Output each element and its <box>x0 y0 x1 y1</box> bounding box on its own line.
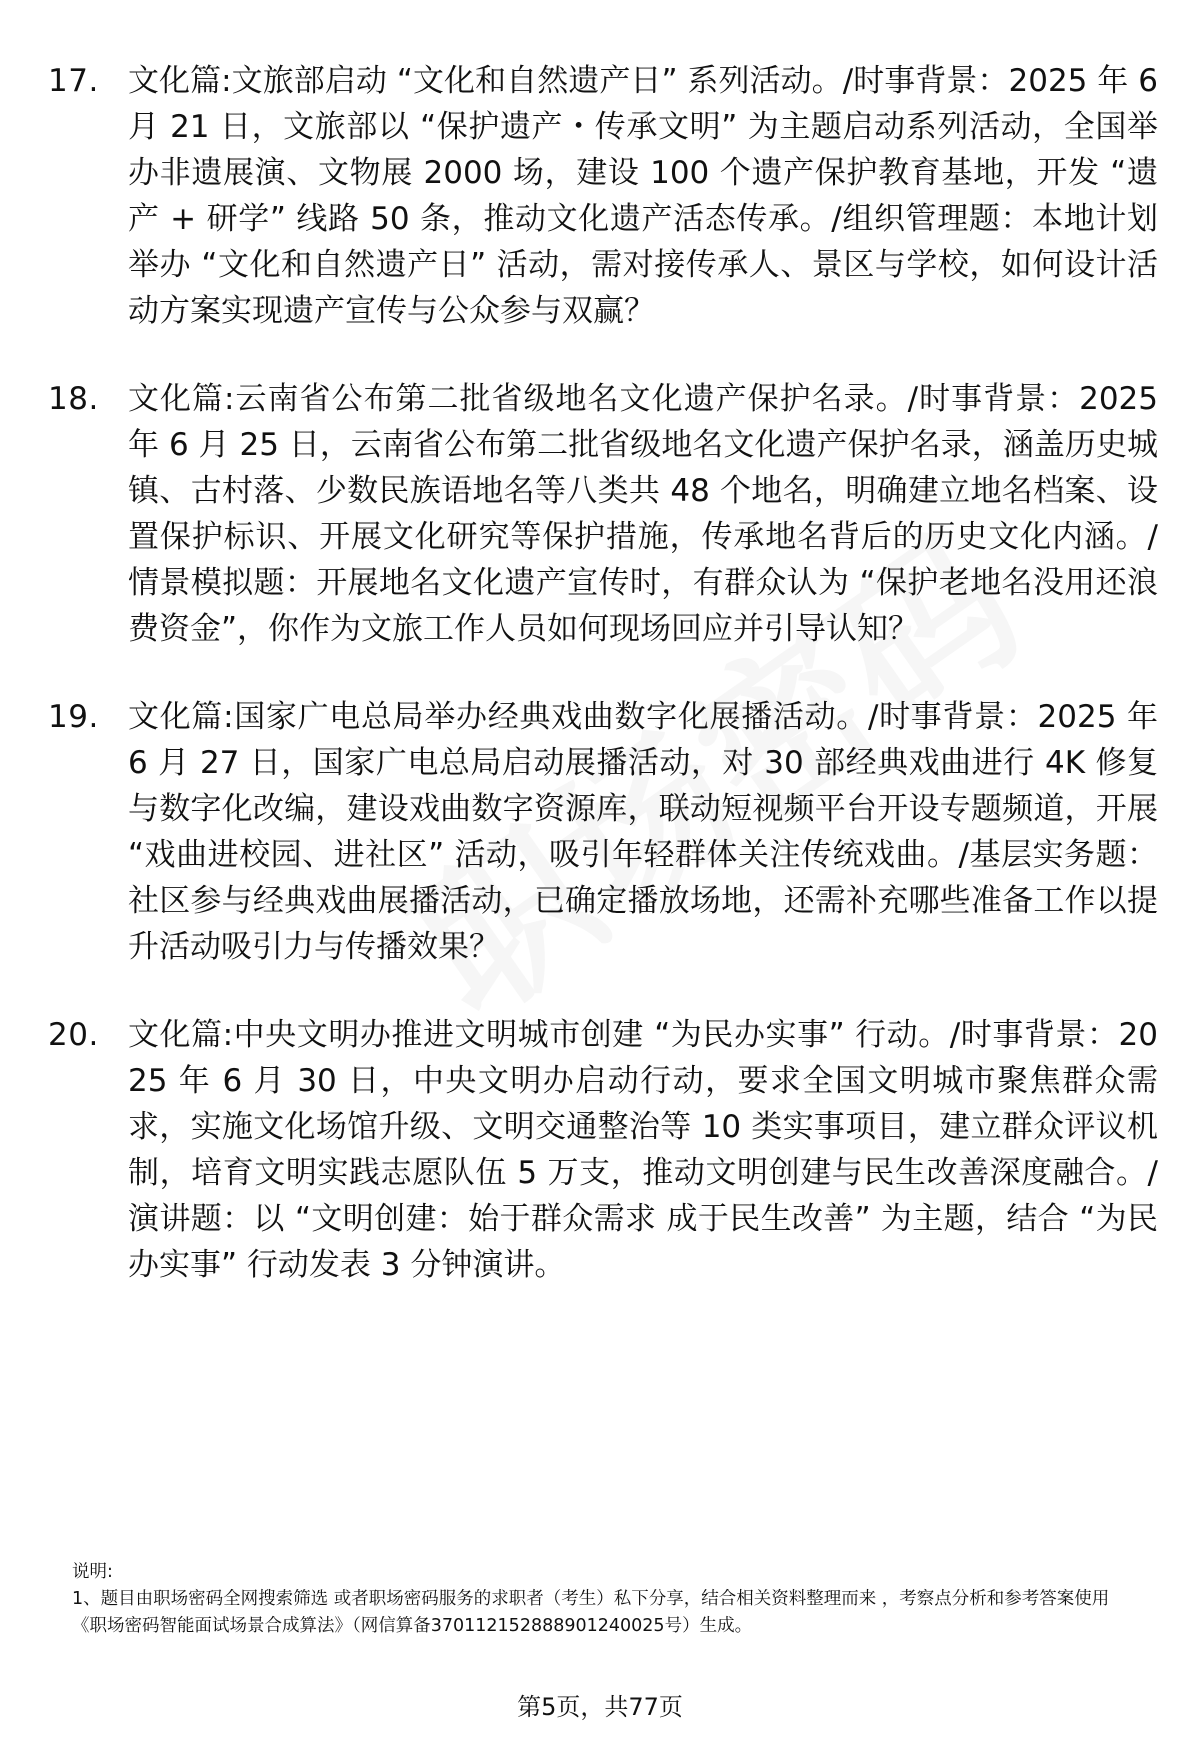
notes-text: 1、题目由职场密码全网搜索筛选 或者职场密码服务的求职者（考生）私下分享，结合相关资料整理而来 ，考察点分析和参考答案使用《职场密码智能面试场景合成算法》（网信算备370112152888901240025号）生成。 <box>72 1589 1110 1636</box>
question-item <box>48 694 1160 970</box>
page-number: 第5页，共77页 <box>517 1693 683 1721</box>
question-number: 17. <box>48 63 99 99</box>
question-item <box>48 1012 1160 1288</box>
question-text: 文化篇:文旅部启动 “文化和自然遗产日” 系列活动。/时事背景：2025 年 6 月 21 日，文旅部以 “保护遗产・传承文明” 为主题启动系列活动，全国举办非遗展演、文物展 2000 场，建设 100 个遗产保护教育基地，开发 “遗产 + 研学” 线路 50 条，推动文化遗产活态传承。/组织管理题：本地计划举办 “文化和自然遗产日” 活动，需对接传承人、景区与学校，如何设计活动方案实现遗产宣传与公众参与双赢？ <box>128 63 1158 329</box>
question-item <box>48 376 1160 652</box>
question-list <box>48 58 1160 1330</box>
notes-title: 说明: <box>72 1562 113 1582</box>
question-text: 文化篇:中央文明办推进文明城市创建 “为民办实事” 行动。/时事背景：2025 年 6 月 30 日，中央文明办启动行动，要求全国文明城市聚焦群众需求，实施文化场馆升级、文明交通整治等 10 类实事项目，建立群众评议机制，培育文明实践志愿队伍 5 万支，推动文明创建与民生改善深度融合。/演讲题：以 “文明创建：始于群众需求 成于民生改善” 为主题，结合 “为民办实事” 行动发表 3 分钟演讲。 <box>128 1017 1158 1283</box>
notes-section <box>72 1559 1142 1640</box>
question-number: 18. <box>48 381 99 417</box>
question-number: 19. <box>48 699 99 735</box>
question-text: 文化篇:云南省公布第二批省级地名文化遗产保护名录。/时事背景：2025 年 6 月 25 日，云南省公布第二批省级地名文化遗产保护名录，涵盖历史城镇、古村落、少数民族语地名等八类共 48 个地名，明确建立地名档案、设置保护标识、开展文化研究等保护措施，传承地名背后的历史文化内涵。/情景模拟题：开展地名文化遗产宣传时，有群众认为 “保护老地名没用还浪费资金”，你作为文旅工作人员如何现场回应并引导认知？ <box>128 381 1158 647</box>
question-number: 20. <box>48 1017 99 1053</box>
question-item <box>48 58 1160 334</box>
question-text: 文化篇:国家广电总局举办经典戏曲数字化展播活动。/时事背景：2025 年 6 月 27 日，国家广电总局启动展播活动，对 30 部经典戏曲进行 4K 修复与数字化改编，建设戏曲数字资源库，联动短视频平台开设专题频道，开展 “戏曲进校园、进社区” 活动，吸引年轻群体关注传统戏曲。/基层实务题：社区参与经典戏曲展播活动，已确定播放场地，还需补充哪些准备工作以提升活动吸引力与传播效果？ <box>128 699 1158 965</box>
